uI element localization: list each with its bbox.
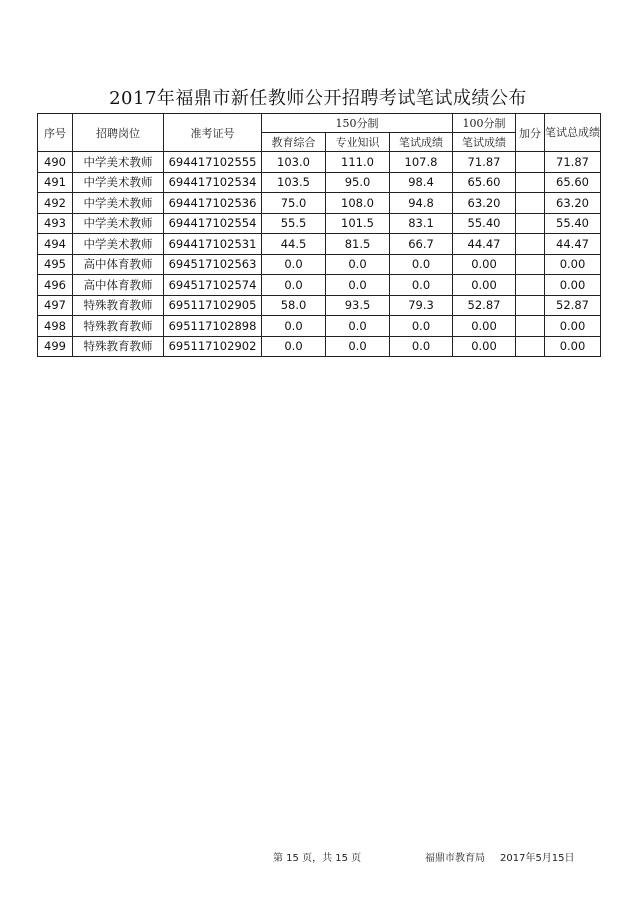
header-position: 招聘岗位 <box>73 114 164 152</box>
cell-position: 中学美术教师 <box>73 172 164 193</box>
cell-written-100: 52.87 <box>453 295 516 316</box>
cell-written: 94.8 <box>390 193 453 214</box>
cell-bonus <box>516 172 545 193</box>
cell-position: 特殊教育教师 <box>73 336 164 357</box>
cell-position: 中学美术教师 <box>73 213 164 234</box>
table-row <box>38 172 601 193</box>
cell-bonus <box>516 316 545 337</box>
cell-exam-id: 695117102898 <box>164 316 262 337</box>
cell-bonus <box>516 336 545 357</box>
cell-written-100: 63.20 <box>453 193 516 214</box>
cell-total: 0.00 <box>545 316 601 337</box>
header-bonus: 加分 <box>516 114 545 152</box>
cell-written-100: 0.00 <box>453 275 516 296</box>
cell-bonus <box>516 213 545 234</box>
footer-date: 2017年5月15日 <box>500 853 575 864</box>
cell-seq: 499 <box>38 336 73 357</box>
cell-written-100: 65.60 <box>453 172 516 193</box>
cell-prof: 0.0 <box>326 275 390 296</box>
cell-seq: 492 <box>38 193 73 214</box>
cell-written: 0.0 <box>390 254 453 275</box>
cell-written-100: 0.00 <box>453 316 516 337</box>
cell-written-100: 44.47 <box>453 234 516 255</box>
table-row <box>38 336 601 357</box>
cell-position: 高中体育教师 <box>73 254 164 275</box>
cell-exam-id: 695117102902 <box>164 336 262 357</box>
cell-bonus <box>516 254 545 275</box>
cell-seq: 497 <box>38 295 73 316</box>
cell-bonus <box>516 193 545 214</box>
header-seq: 序号 <box>38 114 73 152</box>
cell-edu: 103.0 <box>262 152 326 173</box>
header-group-100: 100分制 <box>453 114 516 133</box>
cell-prof: 81.5 <box>326 234 390 255</box>
cell-seq: 496 <box>38 275 73 296</box>
cell-seq: 498 <box>38 316 73 337</box>
cell-total: 71.87 <box>545 152 601 173</box>
table-row <box>38 295 601 316</box>
cell-edu: 0.0 <box>262 254 326 275</box>
header-exam-id: 准考证号 <box>164 114 262 152</box>
cell-total: 0.00 <box>545 336 601 357</box>
cell-position: 中学美术教师 <box>73 193 164 214</box>
cell-total: 44.47 <box>545 234 601 255</box>
cell-position: 特殊教育教师 <box>73 295 164 316</box>
cell-edu: 44.5 <box>262 234 326 255</box>
cell-prof: 0.0 <box>326 316 390 337</box>
header-edu: 教育综合 <box>262 133 326 152</box>
cell-bonus <box>516 295 545 316</box>
cell-prof: 108.0 <box>326 193 390 214</box>
header-group-150: 150分制 <box>262 114 453 133</box>
table-row <box>38 316 601 337</box>
cell-bonus <box>516 152 545 173</box>
cell-written: 0.0 <box>390 275 453 296</box>
cell-exam-id: 694517102574 <box>164 275 262 296</box>
cell-edu: 0.0 <box>262 316 326 337</box>
cell-seq: 491 <box>38 172 73 193</box>
cell-seq: 490 <box>38 152 73 173</box>
cell-exam-id: 694417102554 <box>164 213 262 234</box>
cell-position: 特殊教育教师 <box>73 316 164 337</box>
cell-position: 中学美术教师 <box>73 234 164 255</box>
cell-total: 0.00 <box>545 254 601 275</box>
cell-edu: 55.5 <box>262 213 326 234</box>
cell-total: 63.20 <box>545 193 601 214</box>
cell-written-100: 0.00 <box>453 254 516 275</box>
table-row <box>38 234 601 255</box>
cell-prof: 0.0 <box>326 336 390 357</box>
cell-total: 0.00 <box>545 275 601 296</box>
cell-written: 83.1 <box>390 213 453 234</box>
cell-prof: 95.0 <box>326 172 390 193</box>
table-row <box>38 152 601 173</box>
cell-edu: 0.0 <box>262 336 326 357</box>
cell-written: 0.0 <box>390 316 453 337</box>
cell-total: 65.60 <box>545 172 601 193</box>
cell-prof: 93.5 <box>326 295 390 316</box>
cell-edu: 0.0 <box>262 275 326 296</box>
cell-exam-id: 694417102534 <box>164 172 262 193</box>
cell-exam-id: 694417102531 <box>164 234 262 255</box>
table-row <box>38 275 601 296</box>
header-written-100: 笔试成绩 <box>453 133 516 152</box>
page-title: 2017年福鼎市新任教师公开招聘考试笔试成绩公布 <box>109 88 527 109</box>
cell-written-100: 71.87 <box>453 152 516 173</box>
cell-seq: 494 <box>38 234 73 255</box>
cell-bonus <box>516 234 545 255</box>
cell-total: 55.40 <box>545 213 601 234</box>
cell-seq: 493 <box>38 213 73 234</box>
cell-written-100: 0.00 <box>453 336 516 357</box>
cell-edu: 58.0 <box>262 295 326 316</box>
header-total: 笔试总成绩 <box>545 114 601 152</box>
cell-written-100: 55.40 <box>453 213 516 234</box>
score-table <box>37 113 601 357</box>
header-prof: 专业知识 <box>326 133 390 152</box>
table-row <box>38 254 601 275</box>
table-row <box>38 213 601 234</box>
footer-org: 福鼎市教育局 <box>425 853 485 864</box>
cell-total: 52.87 <box>545 295 601 316</box>
cell-exam-id: 695117102905 <box>164 295 262 316</box>
cell-written: 98.4 <box>390 172 453 193</box>
table-row <box>38 193 601 214</box>
header-written: 笔试成绩 <box>390 133 453 152</box>
cell-prof: 0.0 <box>326 254 390 275</box>
cell-written: 0.0 <box>390 336 453 357</box>
cell-seq: 495 <box>38 254 73 275</box>
cell-written: 66.7 <box>390 234 453 255</box>
cell-position: 中学美术教师 <box>73 152 164 173</box>
cell-exam-id: 694517102563 <box>164 254 262 275</box>
cell-bonus <box>516 275 545 296</box>
page-number: 第 15 页，共 15 页 <box>273 853 362 864</box>
cell-written: 107.8 <box>390 152 453 173</box>
cell-edu: 75.0 <box>262 193 326 214</box>
cell-exam-id: 694417102536 <box>164 193 262 214</box>
cell-position: 高中体育教师 <box>73 275 164 296</box>
cell-edu: 103.5 <box>262 172 326 193</box>
cell-prof: 101.5 <box>326 213 390 234</box>
cell-prof: 111.0 <box>326 152 390 173</box>
cell-written: 79.3 <box>390 295 453 316</box>
cell-exam-id: 694417102555 <box>164 152 262 173</box>
